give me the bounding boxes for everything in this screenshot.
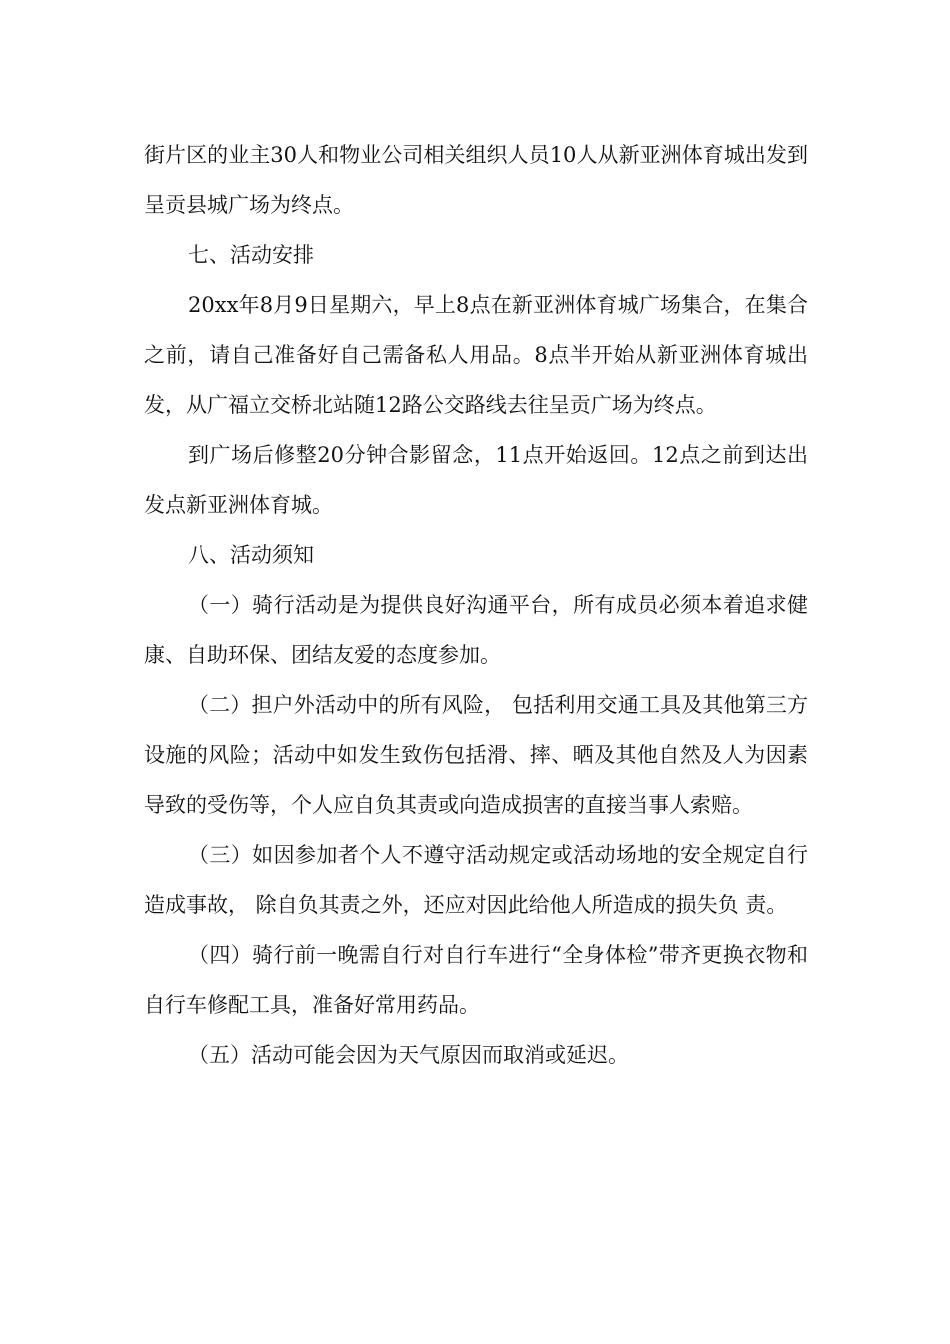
section-heading-activity-schedule: 七、活动安排: [188, 243, 314, 267]
notice-item-1: （一）骑行活动是为提供良好沟通平台，所有成员必须本着追求健康、自助环保、团结友爱的态度参加。: [144, 593, 808, 667]
notice-item-4: （四）骑行前一晚需自行对自行车进行“全身体检”带齐更换衣物和自行车修配工具，准备好常用药品。: [144, 943, 808, 1017]
notice-item-5: （五）活动可能会因为天气原因而取消或延迟。: [188, 1043, 629, 1067]
section-heading-activity-notes: 八、活动须知: [188, 543, 314, 567]
paragraph-return-details: 到广场后修整20分钟合影留念，11点开始返回。12点之前到达出发点新亚洲体育城。: [144, 443, 808, 517]
notice-item-3: （三）如因参加者个人不遵守活动规定或活动场地的安全规定自行造成事故， 除自负其责之外，还应对因此给他人所造成的损失负 责。: [144, 843, 808, 917]
notice-item-2: （二）担户外活动中的所有风险， 包括利用交通工具及其他第三方设施的风险；活动中如发生致伤包括滑、摔、晒及其他自然及人为因素导致的受伤等，个人应自负其责或向造成损害的直接当事人索赔。: [144, 693, 808, 817]
document-body: [144, 130, 808, 1080]
paragraph-continuation: 街片区的业主30人和物业公司相关组织人员10人从新亚洲体育城出发到呈贡县城广场为终点。: [144, 143, 808, 217]
paragraph-schedule-details: 20xx年8月9日星期六，早上8点在新亚洲体育城广场集合，在集合之前，请自己准备好自己需备私人用品。8点半开始从新亚洲体育城出发，从广福立交桥北站随12路公交路线去往呈贡广场为终点。: [144, 293, 808, 417]
